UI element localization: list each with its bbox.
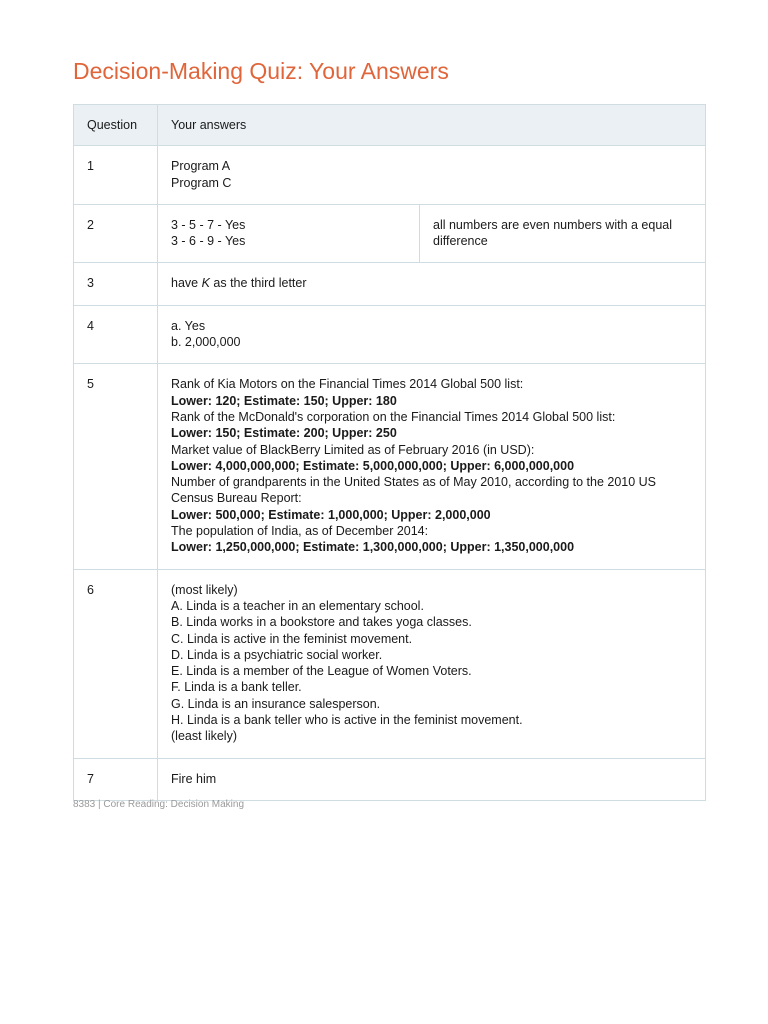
ranking-line: D. Linda is a psychiatric social worker. xyxy=(171,647,383,662)
estimate-question: Rank of the McDonald's corporation on the Financial Times 2014 Global 500 list: xyxy=(171,409,616,424)
estimate-question: Number of grandparents in the United States as of May 2010, according to the 2010 US Census Bureau Report: xyxy=(171,475,657,506)
estimate-answer: Lower: 4,000,000,000; Estimate: 5,000,000,000; Upper: 6,000,000,000 xyxy=(171,458,575,473)
ranking-line: G. Linda is an insurance salesperson. xyxy=(171,696,381,711)
estimate-answer: Lower: 500,000; Estimate: 1,000,000; Upper: 2,000,000 xyxy=(171,507,491,522)
estimate-question: The population of India, as of December 2014: xyxy=(171,524,429,539)
answer-line: 3 - 5 - 7 - Yes xyxy=(171,217,246,232)
question-number: 7 xyxy=(74,758,158,800)
ranking-line: F. Linda is a bank teller. xyxy=(171,680,302,695)
page-footer: 8383 | Core Reading: Decision Making xyxy=(73,799,245,810)
question-number: 2 xyxy=(74,204,158,263)
answer-cell xyxy=(158,305,706,364)
answer-cell xyxy=(158,758,706,800)
question-number: 6 xyxy=(74,569,158,758)
estimate-answer: Lower: 1,250,000,000; Estimate: 1,300,000,000; Upper: 1,350,000,000 xyxy=(171,540,575,555)
estimate-question: Market value of BlackBerry Limited as of February 2016 (in USD): xyxy=(171,442,535,457)
ranking-line: E. Linda is a member of the League of Women Voters. xyxy=(171,664,472,679)
answers-table xyxy=(73,104,706,801)
header-answers: Your answers xyxy=(158,105,706,146)
answer-cell xyxy=(158,146,706,205)
answer-cell xyxy=(158,569,706,758)
page-title: Decision-Making Quiz: Your Answers xyxy=(73,58,449,84)
answer-line: Program A xyxy=(171,159,231,174)
ranking-line: H. Linda is a bank teller who is active in the feminist movement. xyxy=(171,713,523,728)
table-row xyxy=(74,569,706,758)
table-row xyxy=(74,146,706,205)
ranking-line: (least likely) xyxy=(171,729,237,744)
question-number: 5 xyxy=(74,364,158,569)
answer-line: Fire him xyxy=(171,771,217,786)
question-number: 1 xyxy=(74,146,158,205)
answer-note-cell: all numbers are even numbers with a equal difference xyxy=(420,204,706,263)
table-header-row xyxy=(74,105,706,146)
table-row xyxy=(74,758,706,800)
question-number: 3 xyxy=(74,263,158,305)
ranking-line: C. Linda is active in the feminist movement. xyxy=(171,631,413,646)
answer-line: 3 - 6 - 9 - Yes xyxy=(171,234,246,249)
ranking-line: A. Linda is a teacher in an elementary school. xyxy=(171,598,424,613)
ranking-line: B. Linda works in a bookstore and takes yoga classes. xyxy=(171,615,472,630)
answer-line: b. 2,000,000 xyxy=(171,335,241,350)
table-row xyxy=(74,204,706,263)
estimate-question: Rank of Kia Motors on the Financial Times 2014 Global 500 list: xyxy=(171,377,524,392)
answer-line: a. Yes xyxy=(171,318,206,333)
answer-line: Program C xyxy=(171,175,232,190)
answer-cell xyxy=(158,364,706,569)
question-number: 4 xyxy=(74,305,158,364)
answer-text-pre: have xyxy=(171,276,202,291)
answer-cell xyxy=(158,204,420,263)
ranking-line: (most likely) xyxy=(171,582,238,597)
estimate-answer: Lower: 120; Estimate: 150; Upper: 180 xyxy=(171,393,397,408)
answer-text-post: as the third letter xyxy=(209,276,307,291)
table-row xyxy=(74,263,706,305)
table-row xyxy=(74,364,706,569)
answer-text-emphasis: K xyxy=(201,276,210,291)
header-question: Question xyxy=(74,105,158,146)
estimate-answer: Lower: 150; Estimate: 200; Upper: 250 xyxy=(171,426,397,441)
answer-cell xyxy=(158,263,706,305)
table-row xyxy=(74,305,706,364)
